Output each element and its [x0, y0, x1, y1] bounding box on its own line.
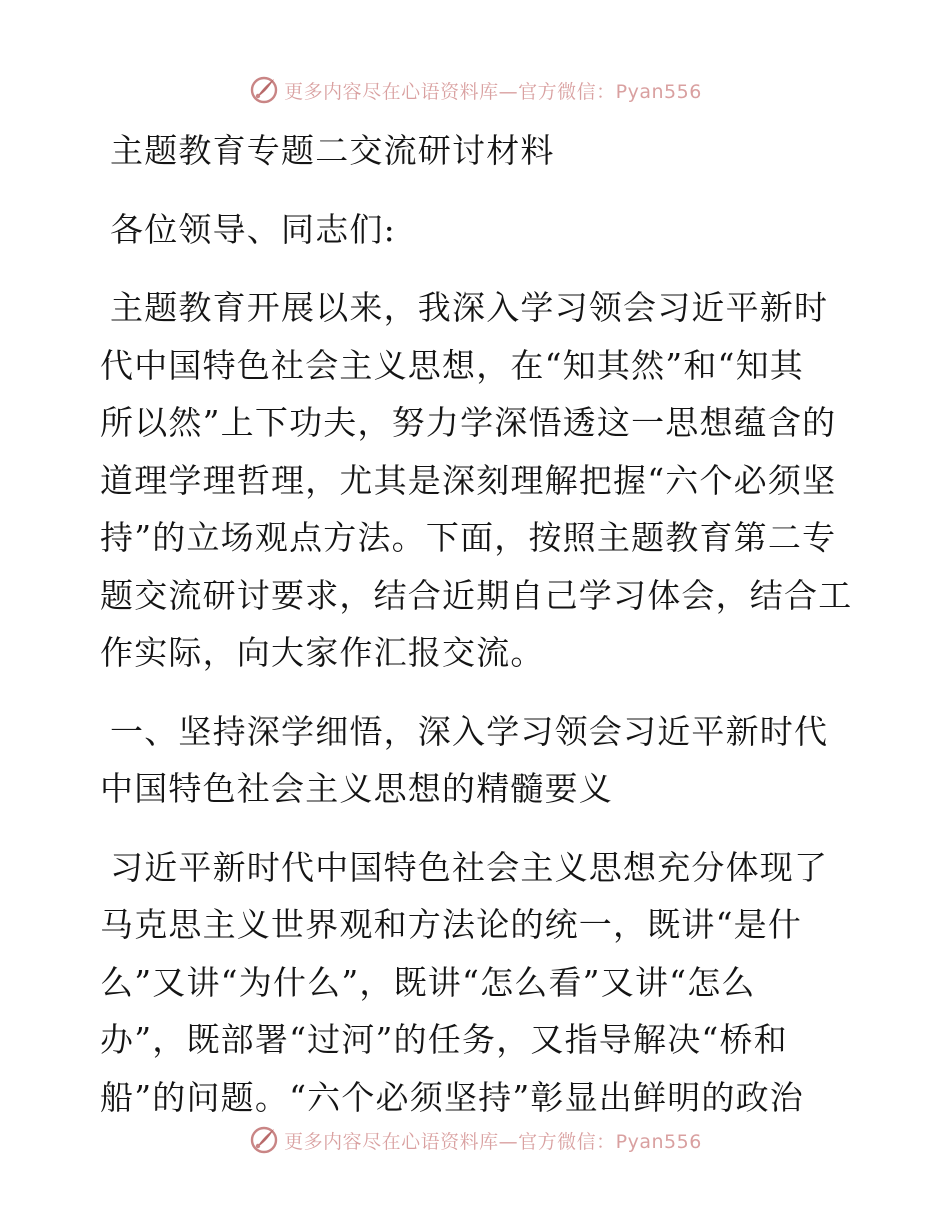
paragraph-1	[100, 279, 853, 682]
footer-watermark	[0, 1120, 950, 1160]
paragraph-line: 代中国特色社会主义思想，在“知其然”和“知其	[100, 345, 805, 385]
document-title: 主题教育专题二交流研讨材料	[110, 131, 555, 170]
header-watermark	[0, 70, 950, 110]
paragraph-line: 习近平新时代中国特色社会主义思想充分体现了	[110, 847, 829, 887]
watermark-text: 更多内容尽在心语资料库—官方微信：Pyan556	[284, 1130, 702, 1153]
paragraph-line: 道理学理哲理，尤其是深刻理解把握“六个必须坚	[100, 460, 837, 500]
salutation: 各位领导、同志们:	[110, 209, 396, 249]
paragraph-line: 题交流研讨要求，结合近期自己学习体会，结合工	[100, 575, 853, 615]
paragraph-line: 持”的立场观点方法。下面，按照主题教育第二专	[100, 518, 837, 557]
heading-line: 中国特色社会主义思想的精髓要义	[100, 769, 613, 808]
watermark-text: 更多内容尽在心语资料库—官方微信：Pyan556	[284, 80, 702, 103]
quill-circle-logo-icon	[248, 74, 280, 106]
paragraph-2	[100, 839, 850, 1127]
paragraph-line: 办”，既部署“过河”的任务，又指导解决“桥和	[100, 1020, 788, 1059]
section-heading-1	[100, 703, 850, 818]
quill-circle-logo-icon	[248, 1124, 280, 1156]
paragraph-line: 么”又讲“为什么”，既讲“怎么看”又讲“怎么	[100, 962, 756, 1002]
heading-line: 一、坚持深学细悟，深入学习领会习近平新时代	[110, 711, 829, 751]
paragraph-line: 主题教育开展以来，我深入学习领会习近平新时	[110, 288, 829, 327]
paragraph-line: 所以然”上下功夫，努力学深悟透这一思想蕴含的	[100, 403, 837, 442]
paragraph-line: 马克思主义世界观和方法论的统一，既讲“是什	[100, 905, 803, 944]
paragraph-line: 作实际，向大家作汇报交流。	[100, 633, 545, 672]
document-body	[100, 122, 853, 1126]
paragraph-line: 船”的问题。“六个必须坚持”彰显出鲜明的政治	[100, 1077, 805, 1117]
